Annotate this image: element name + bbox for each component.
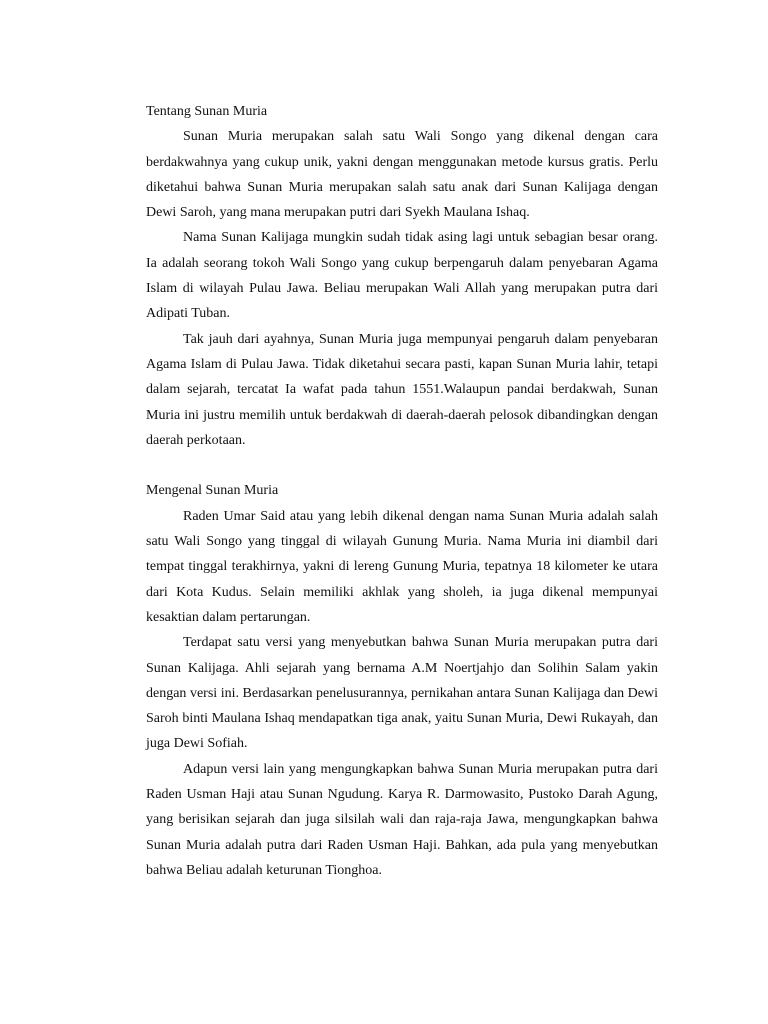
paragraph: Raden Umar Said atau yang lebih dikenal dengan nama Sunan Muria adalah salah satu Wali Songo yang tinggal di wilayah Gunung Muria. Nama Muria ini diambil dari tempat tinggal terakhirnya, yakni di lereng Gunung Muria, tepatnya 18 kilometer ke utara dari Kota Kudus. Selain memiliki akhlak yang sholeh, ia juga dikenal mempunyai kesaktian dalam pertarungan.	[146, 508, 658, 625]
section-tentang-sunan-muria	[146, 99, 658, 453]
section-heading: Mengenal Sunan Muria	[146, 483, 279, 499]
paragraph: Sunan Muria merupakan salah satu Wali Songo yang dikenal dengan cara berdakwahnya yang cukup unik, yakni dengan menggunakan metode kursus gratis. Perlu diketahui bahwa Sunan Muria merupakan salah satu anak dari Sunan Kalijaga dengan Dewi Saroh, yang mana merupakan putri dari Syekh Maulana Ishaq.	[146, 129, 658, 221]
paragraph: Nama Sunan Kalijaga mungkin sudah tidak asing lagi untuk sebagian besar orang. Ia adalah seorang tokoh Wali Songo yang cukup berpengaruh dalam penyebaran Agama Islam di wilayah Pulau Jawa. Beliau merupakan Wali Allah yang merupakan putra dari Adipati Tuban.	[146, 230, 658, 322]
section-spacer	[146, 453, 658, 478]
paragraph: Adapun versi lain yang mengungkapkan bahwa Sunan Muria merupakan putra dari Raden Usman Haji atau Sunan Ngudung. Karya R. Darmowasito, Pustoko Darah Agung, yang berisikan sejarah dan juga silsilah wali dan raja-raja Jawa, mengungkapkan bahwa Sunan Muria adalah putra dari Raden Usman Haji. Bahkan, ada pula yang menyebutkan bahwa Beliau adalah keturunan Tionghoa.	[146, 761, 658, 878]
paragraph: Terdapat satu versi yang menyebutkan bahwa Sunan Muria merupakan putra dari Sunan Kalijaga. Ahli sejarah yang bernama A.M Noertjahjo dan Solihin Salam yakin dengan versi ini. Berdasarkan penelusurannya, pernikahan antara Sunan Kalijaga dan Dewi Saroh binti Maulana Ishaq mendapatkan tiga anak, yaitu Sunan Muria, Dewi Rukayah, dan juga Dewi Sofiah.	[146, 635, 658, 752]
paragraph: Tak jauh dari ayahnya, Sunan Muria juga mempunyai pengaruh dalam penyebaran Agama Islam di Pulau Jawa. Tidak diketahui secara pasti, kapan Sunan Muria lahir, tetapi dalam sejarah, tercatat Ia wafat pada tahun 1551.Walaupun pandai berdakwah, Sunan Muria ini justru memilih untuk berdakwah di daerah-daerah pelosok dibandingkan dengan daerah perkotaan.	[146, 331, 658, 448]
document-body	[146, 99, 658, 883]
section-heading: Tentang Sunan Muria	[146, 104, 268, 119]
section-mengenal-sunan-muria	[146, 478, 658, 883]
